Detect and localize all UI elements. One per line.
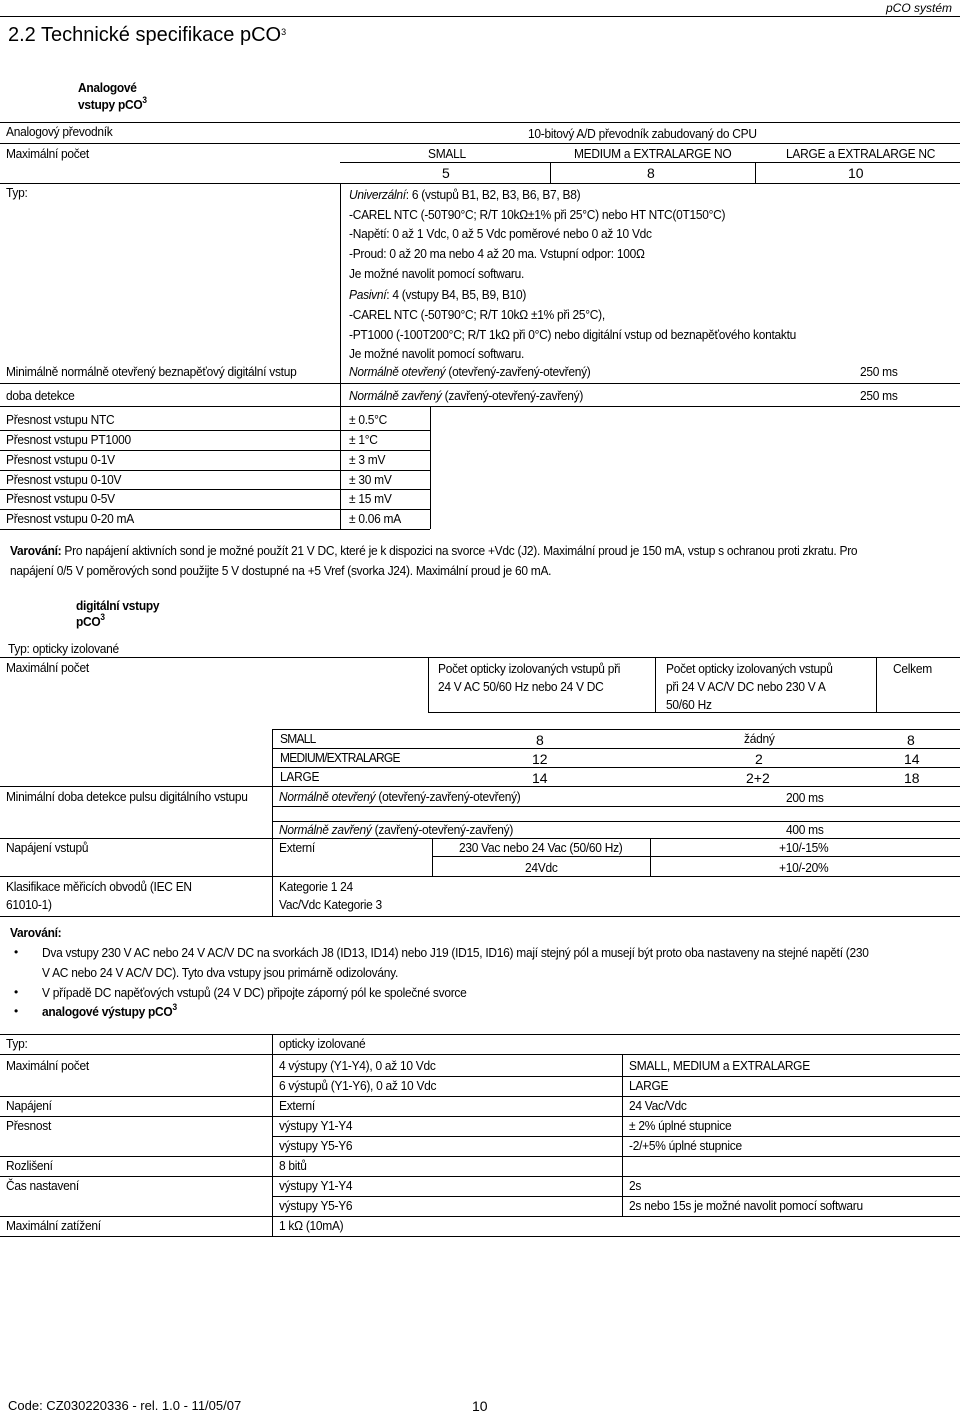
- bullet-icon: •: [14, 945, 19, 959]
- model-c3: 18: [904, 770, 920, 786]
- out-label: Čas nastavení: [6, 1178, 79, 1193]
- model-c2: žádný: [744, 731, 775, 746]
- universal-line: -Napětí: 0 až 1 Vdc, 0 až 5 Vdc poměrové nebo 0 až 10 Vdc: [349, 226, 652, 241]
- out-c1: 6 výstupů (Y1-Y6), 0 až 10 Vdc: [279, 1078, 437, 1093]
- accuracy-label: Přesnost vstupu 0-10V: [6, 472, 122, 487]
- out-c2: SMALL, MEDIUM a EXTRALARGE: [629, 1058, 810, 1073]
- digital-col3: Celkem: [893, 661, 932, 676]
- model-name: MEDIUM/EXTRALARGE: [280, 750, 400, 765]
- max-count-label: Maximální počet: [6, 146, 89, 161]
- page-title: 2.2 Technické specifikace pCO$^3$: [8, 24, 287, 46]
- digital-col1: Počet opticky izolovaných vstupů při: [438, 661, 621, 676]
- out-label: Rozlišení: [6, 1158, 53, 1173]
- min-no-time: 250 ms: [860, 364, 898, 379]
- model-c3: 14: [904, 751, 920, 767]
- accuracy-label: Přesnost vstupu 0-5V: [6, 491, 115, 506]
- col-large: LARGE a EXTRALARGE NC: [786, 146, 936, 161]
- outputs-heading: analogové výstupy pCO$^3$: [42, 1002, 177, 1019]
- page-number: 10: [472, 1398, 488, 1414]
- out-label: Přesnost: [6, 1118, 51, 1133]
- passive-line: Je možné navolit pomocí softwaru.: [349, 346, 525, 361]
- class-label: Klasifikace měřicích obvodů (IEC EN: [6, 879, 192, 894]
- col-small: SMALL: [428, 146, 466, 161]
- detect-time: 250 ms: [860, 388, 898, 403]
- universal-line: Je možné navolit pomocí softwaru.: [349, 266, 525, 281]
- universal-line: -CAREL NTC (-50T90°C; R/T 10kΩ±1% při 25°C) nebo HT NTC(0T150°C): [349, 207, 726, 222]
- accuracy-value: ± 0.06 mA: [349, 511, 401, 526]
- universal-line: -Proud: 0 až 20 ma nebo 4 až 20 ma. Vstupní odpor: 100Ω: [349, 246, 645, 261]
- model-c1: 8: [536, 732, 544, 748]
- min-pulse-nc-time: 400 ms: [786, 822, 824, 837]
- analog-heading-2: vstupy pCO$^3$: [78, 95, 147, 112]
- out-c2: 24 Vac/Vdc: [629, 1098, 687, 1113]
- out-label: Maximální počet: [6, 1058, 89, 1073]
- out-c1: 4 výstupy (Y1-Y4), 0 až 10 Vdc: [279, 1058, 436, 1073]
- min-pulse-label: Minimální doba detekce pulsu digitálního vstupu: [6, 789, 248, 804]
- out-c1: opticky izolované: [279, 1036, 366, 1051]
- out-c1: 1 kΩ (10mA): [279, 1218, 344, 1233]
- min-pulse-no-time: 200 ms: [786, 790, 824, 805]
- model-c2: 2: [755, 751, 763, 767]
- model-name: LARGE: [280, 769, 320, 784]
- digital-col2: Počet opticky izolovaných vstupů: [666, 661, 833, 676]
- digital-max-label: Maximální počet: [6, 660, 89, 675]
- passive-line: -CAREL NTC (-50T90°C; R/T 10kΩ ±1% při 25°C),: [349, 307, 605, 322]
- model-name: SMALL: [280, 731, 316, 746]
- accuracy-value: ± 3 mV: [349, 452, 386, 467]
- out-c1: výstupy Y1-Y4: [279, 1118, 353, 1133]
- model-c2: 2+2: [746, 770, 770, 786]
- min-pulse-nc: Normálně zavřený (zavřený-otevřený-zavřený): [279, 822, 514, 837]
- digital-type: Typ: opticky izolované: [8, 641, 119, 656]
- out-label: Typ:: [6, 1036, 28, 1051]
- brand-label: pCO systém: [886, 1, 953, 15]
- min-no-label: Minimálně normálně otevřený beznapěťový digitální vstup: [6, 364, 297, 379]
- out-c2: 2s: [629, 1178, 642, 1193]
- converter-label: Analogový převodník: [6, 124, 113, 139]
- converter-value: 10-bitový A/D převodník zabudovaný do CPU: [528, 126, 757, 141]
- supply-ac: 230 Vac nebo 24 Vac (50/60 Hz): [459, 840, 623, 855]
- supply-external: Externí: [279, 840, 315, 855]
- bullet-icon: •: [14, 985, 19, 999]
- accuracy-label: Přesnost vstupu PT1000: [6, 432, 131, 447]
- digital-warning-label: Varování:: [10, 925, 62, 940]
- val-small: 5: [442, 165, 450, 181]
- detect-value: Normálně zavřený (zavřený-otevřený-zavřený): [349, 388, 584, 403]
- class-value: Kategorie 1 24: [279, 879, 353, 894]
- out-c2: -2/+5% úplné stupnice: [629, 1138, 742, 1153]
- bullet-text: Dva vstupy 230 V AC nebo 24 V AC/V DC na svorkách J8 (ID13, ID14) nebo J19 (ID15, ID16) mají stejný pól a musejí být proto oba nastaveny na stejné napětí (230: [42, 945, 869, 960]
- val-large: 10: [848, 165, 864, 181]
- out-c2: LARGE: [629, 1078, 669, 1093]
- min-no-value: Normálně otevřený (otevřený-zavřený-otevřený): [349, 364, 591, 379]
- supply-ac-tol: +10/-15%: [779, 840, 829, 855]
- accuracy-value: ± 0.5°C: [349, 412, 388, 427]
- accuracy-value: ± 1°C: [349, 432, 378, 447]
- out-c1: 8 bitů: [279, 1158, 307, 1173]
- out-label: Maximální zatížení: [6, 1218, 101, 1233]
- out-c1: výstupy Y1-Y4: [279, 1178, 353, 1193]
- out-label: Napájení: [6, 1098, 52, 1113]
- out-c2: 2s nebo 15s je možné navolit pomocí softwaru: [629, 1198, 863, 1213]
- digital-heading-2: pCO$^3$: [76, 612, 105, 629]
- out-c1: výstupy Y5-Y6: [279, 1138, 353, 1153]
- out-c2: ± 2% úplné stupnice: [629, 1118, 732, 1133]
- passive-line: -PT1000 (-100T200°C; R/T 1kΩ při 0°C) nebo digitální vstup od beznapěťového kontaktu: [349, 327, 797, 342]
- footer-code: Code: CZ030220336 - rel. 1.0 - 11/05/07: [8, 1398, 242, 1413]
- supply-dc: 24Vdc: [525, 860, 558, 875]
- digital-col2: 50/60 Hz: [666, 697, 712, 712]
- model-c3: 8: [907, 732, 915, 748]
- digital-col1: 24 V AC 50/60 Hz nebo 24 V DC: [438, 679, 604, 694]
- supply-dc-tol: +10/-20%: [779, 860, 829, 875]
- accuracy-value: ± 30 mV: [349, 472, 392, 487]
- digital-heading-1: digitální vstupy: [76, 598, 160, 613]
- analog-warning-1: Varování: Pro napájení aktivních sond je možné použít 21 V DC, které je k dispozici na svorce +Vdc (J2). Maximální proud je 150 mA, vstup s ochranou proti zkratu. Pro: [10, 543, 858, 558]
- bullet-text: V AC nebo 24 V AC/V DC). Tyto dva vstupy jsou primárně odizolovány.: [42, 965, 399, 980]
- class-label: 61010-1): [6, 897, 52, 912]
- type-label: Typ:: [6, 185, 28, 200]
- accuracy-label: Přesnost vstupu 0-20 mA: [6, 511, 134, 526]
- model-c1: 12: [532, 751, 548, 767]
- col-medium: MEDIUM a EXTRALARGE NO: [574, 146, 732, 161]
- bullet-text: V případě DC napěťových vstupů (24 V DC) připojte záporný pól ke společné svorce: [42, 985, 467, 1000]
- bullet-icon: •: [14, 1004, 19, 1018]
- detect-label: doba detekce: [6, 388, 75, 403]
- accuracy-label: Přesnost vstupu NTC: [6, 412, 115, 427]
- passive-head: Pasivní: 4 (vstupy B4, B5, B9, B10): [349, 287, 527, 302]
- min-pulse-no: Normálně otevřený (otevřený-zavřený-otevřený): [279, 789, 521, 804]
- analog-warning-2: napájení 0/5 V poměrových sond použijte 5 V dostupné na +5 Vref (svorka J24). Maximální proud je 60 mA.: [10, 563, 552, 578]
- header-rule: [0, 16, 960, 17]
- digital-col2: při 24 V AC/V DC nebo 230 V A: [666, 679, 826, 694]
- val-medium: 8: [647, 165, 655, 181]
- model-c1: 14: [532, 770, 548, 786]
- supply-label: Napájení vstupů: [6, 840, 89, 855]
- analog-heading-1: Analogové: [78, 80, 137, 95]
- class-value: Vac/Vdc Kategorie 3: [279, 897, 382, 912]
- out-c1: Externí: [279, 1098, 315, 1113]
- accuracy-value: ± 15 mV: [349, 491, 392, 506]
- universal-head: Univerzální: 6 (vstupů B1, B2, B3, B6, B7, B8): [349, 187, 581, 202]
- accuracy-label: Přesnost vstupu 0-1V: [6, 452, 115, 467]
- out-c1: výstupy Y5-Y6: [279, 1198, 353, 1213]
